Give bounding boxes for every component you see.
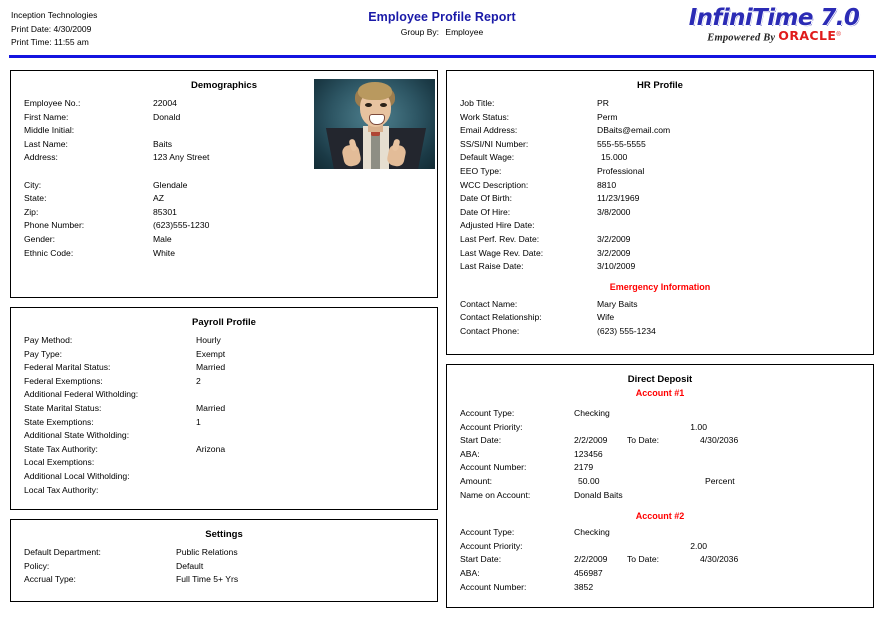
row-label: Pay Type: [24,348,63,359]
account-1-heading: Account #1 [635,388,685,398]
row-value: PR [597,98,609,108]
row-value: Married [196,362,226,373]
row-label: Employee No.: [24,98,81,108]
emergency-information-heading: Emergency Information [609,281,711,292]
row-value: Donald Baits [574,489,623,500]
logo-tagline: Empowered By [707,32,776,44]
registered-mark-icon: ® [836,32,841,38]
row-value: Mary Baits [597,298,638,309]
row-label: Default Wage: [460,152,515,163]
row-value: 123 Any Street [153,152,210,163]
table-row [11,547,437,561]
settings-rows [11,542,437,588]
row-label: Start Date: [460,554,502,565]
row-value: DBaits@email.com [597,125,671,136]
table-row [447,299,873,313]
row-value: Default [176,560,204,571]
table-row [447,408,873,422]
row-value: Glendale [153,179,188,190]
table-row [11,574,437,588]
table-row [447,234,873,248]
hr-profile-title: HR Profile [637,80,683,91]
table-row [11,180,437,194]
payroll-profile-title: Payroll Profile [192,317,256,328]
table-row [11,152,437,166]
table-row [11,220,437,234]
report-header [0,0,884,52]
demographics-panel [10,70,438,298]
row-value: Wife [597,312,615,323]
row-value: Checking [574,408,610,418]
row-value: 50.00 [578,475,600,486]
row-value: Hourly [196,335,221,345]
group-by-label: Group By: [400,27,440,37]
payroll-profile-panel [10,307,438,510]
table-row [447,248,873,262]
table-row [447,220,873,234]
row-label: Additional Local Witholding: [24,470,130,481]
row-value: 3852 [574,581,594,592]
table-row [11,248,437,262]
hr-profile-panel [446,70,874,355]
table-row [447,193,873,207]
table-row [447,490,873,504]
left-column [10,70,438,611]
account-2-heading: Account #2 [635,511,685,522]
row-label: SS/SI/NI Number: [460,138,529,149]
row-label: Account Type: [460,408,515,418]
row-secondary-label: To Date: [627,554,660,565]
row-label: Last Raise Date: [460,261,524,272]
table-row [11,125,437,139]
row-secondary-value: 4/30/2036 [700,435,739,446]
table-row [11,457,437,471]
table-row [11,376,437,390]
table-row [447,476,873,490]
row-value: 3/2/2009 [597,247,631,258]
row-label: ABA: [460,448,480,459]
row-value: 22004 [153,98,177,108]
page-title: Employee Profile Report [368,10,516,24]
payroll-rows [11,330,437,498]
row-value: 123456 [574,448,603,459]
table-row [11,389,437,403]
table-row [447,554,873,568]
row-label: Gender: [24,233,56,244]
table-row [11,112,437,126]
row-label: Local Exemptions: [24,457,95,468]
row-label: Work Status: [460,111,510,122]
settings-title: Settings [205,529,243,540]
row-label: WCC Description: [460,179,529,190]
table-row [447,207,873,221]
row-label: Additional State Witholding: [24,430,130,441]
row-label: Adjusted Hire Date: [460,220,535,231]
table-row [11,139,437,153]
row-label: Last Perf. Rev. Date: [460,233,540,244]
direct-deposit-panel [446,364,874,608]
row-value: 2 [196,375,201,386]
row-label: Account Type: [460,527,515,538]
table-row [447,312,873,326]
row-value: 3/8/2000 [597,206,631,217]
logo-wordmark: InfiniTime 7.0 [688,5,860,31]
row-label: Account Priority: [460,540,523,551]
table-row [447,152,873,166]
row-value: Baits [153,138,173,149]
row-label: Zip: [24,206,39,217]
row-value: White [153,247,175,258]
row-label: Address: [24,152,58,163]
row-label: Date Of Hire: [460,206,511,217]
table-row [11,561,437,575]
table-row [11,403,437,417]
row-label: Date Of Birth: [460,193,513,204]
table-row [11,335,437,349]
row-label: Account Number: [460,462,527,473]
row-label: Last Name: [24,138,68,149]
row-label: State Tax Authority: [24,443,98,454]
table-row [11,417,437,431]
table-row [447,568,873,582]
row-value: Donald [153,111,181,122]
row-value: Public Relations [176,547,238,557]
logo-tagline-block [674,29,874,44]
row-value: Full Time 5+ Yrs [176,574,239,585]
header-divider [9,55,876,58]
row-label: Accrual Type: [24,574,76,585]
table-row [11,98,437,112]
table-row [11,471,437,485]
table-row [11,193,437,207]
row-label: ABA: [460,567,480,578]
table-row [447,422,873,436]
row-label: Middle Initial: [24,125,75,136]
row-value: 15.000 [601,152,628,163]
row-label: Policy: [24,560,50,571]
row-label: Contact Phone: [460,325,520,336]
row-label: State Marital Status: [24,402,102,413]
account-2-rows [447,527,873,595]
row-label: Default Department: [24,547,101,557]
row-label: Federal Marital Status: [24,362,111,373]
demographics-rows [11,93,437,261]
table-row [11,349,437,363]
row-value: 1.00 [690,421,707,432]
demographics-title: Demographics [191,80,257,91]
print-time-line [11,36,97,50]
row-label: Phone Number: [24,220,85,231]
row-label: Name on Account: [460,489,531,500]
row-value: 1 [196,416,201,427]
table-row [447,166,873,180]
table-row [11,207,437,221]
row-label: EEO Type: [460,165,502,176]
row-label: Local Tax Authority: [24,484,99,495]
table-row [447,125,873,139]
table-row [447,112,873,126]
row-value: 2179 [574,462,594,473]
print-time-value: 11:55 am [54,37,89,47]
emergency-contact-rows [447,299,873,340]
table-row [447,98,873,112]
right-column [446,70,874,617]
hr-profile-rows [447,93,873,275]
row-value: Male [153,233,172,244]
row-label: Federal Exemptions: [24,375,103,386]
row-value: Arizona [196,443,226,454]
row-label: Pay Method: [24,335,73,345]
table-row [11,444,437,458]
row-label: City: [24,179,42,190]
direct-deposit-title: Direct Deposit [627,374,693,385]
table-row [447,180,873,194]
account-1-rows [447,400,873,503]
row-value: AZ [153,193,164,204]
row-value: 2.00 [690,540,707,551]
row-label: Job Title: [460,98,495,108]
row-value: Exempt [196,348,226,359]
row-value: 2/2/2009 [574,435,608,446]
group-by-value: Employee [445,27,484,37]
table-row [447,326,873,340]
row-label: Contact Relationship: [460,312,542,323]
table-row [11,485,437,499]
row-label: Last Wage Rev. Date: [460,247,544,258]
row-label: Additional Federal Witholding: [24,389,139,400]
table-row [447,582,873,596]
infinitime-logo [674,6,874,44]
table-row [11,234,437,248]
row-label: Account Priority: [460,421,523,432]
row-unit: Percent [705,475,735,486]
row-value: Perm [597,111,618,122]
row-value: 555-55-5555 [597,138,646,149]
print-date-value: 4/30/2009 [53,23,92,34]
row-secondary-label: To Date: [627,435,660,446]
row-value: Checking [574,527,610,538]
row-label: Amount: [460,475,493,486]
table-row [447,139,873,153]
row-value: Married [196,402,226,413]
table-row [447,261,873,275]
print-date-label: Print Date: [11,23,52,34]
settings-panel [10,519,438,602]
row-value: 3/10/2009 [597,261,636,272]
row-label: First Name: [24,111,69,122]
row-value: Professional [597,165,645,176]
table-row [11,430,437,444]
row-label: Account Number: [460,581,527,592]
row-value: 11/23/1969 [597,193,640,204]
print-time-label: Print Time: [11,37,52,47]
table-row [447,527,873,541]
table-row [447,462,873,476]
row-value: 85301 [153,206,177,217]
row-value: (623) 555-1234 [597,325,656,336]
row-label: Ethnic Code: [24,247,74,258]
oracle-brand: ORACLE [778,28,837,44]
row-label: Contact Name: [460,298,518,309]
row-label: State Exemptions: [24,416,94,427]
table-row [447,435,873,449]
row-value: 3/2/2009 [597,233,631,244]
row-value: 456987 [574,567,603,578]
table-row [11,362,437,376]
row-label: Email Address: [460,125,518,136]
row-value: 8810 [597,179,617,190]
table-row [447,541,873,555]
row-secondary-value: 4/30/2036 [700,554,739,565]
row-label: Start Date: [460,435,502,446]
table-row [447,449,873,463]
company-name: Inception Technologies [11,10,98,20]
row-value: (623)555-1230 [153,220,210,231]
row-label: State: [24,193,47,204]
row-value: 2/2/2009 [574,554,608,565]
